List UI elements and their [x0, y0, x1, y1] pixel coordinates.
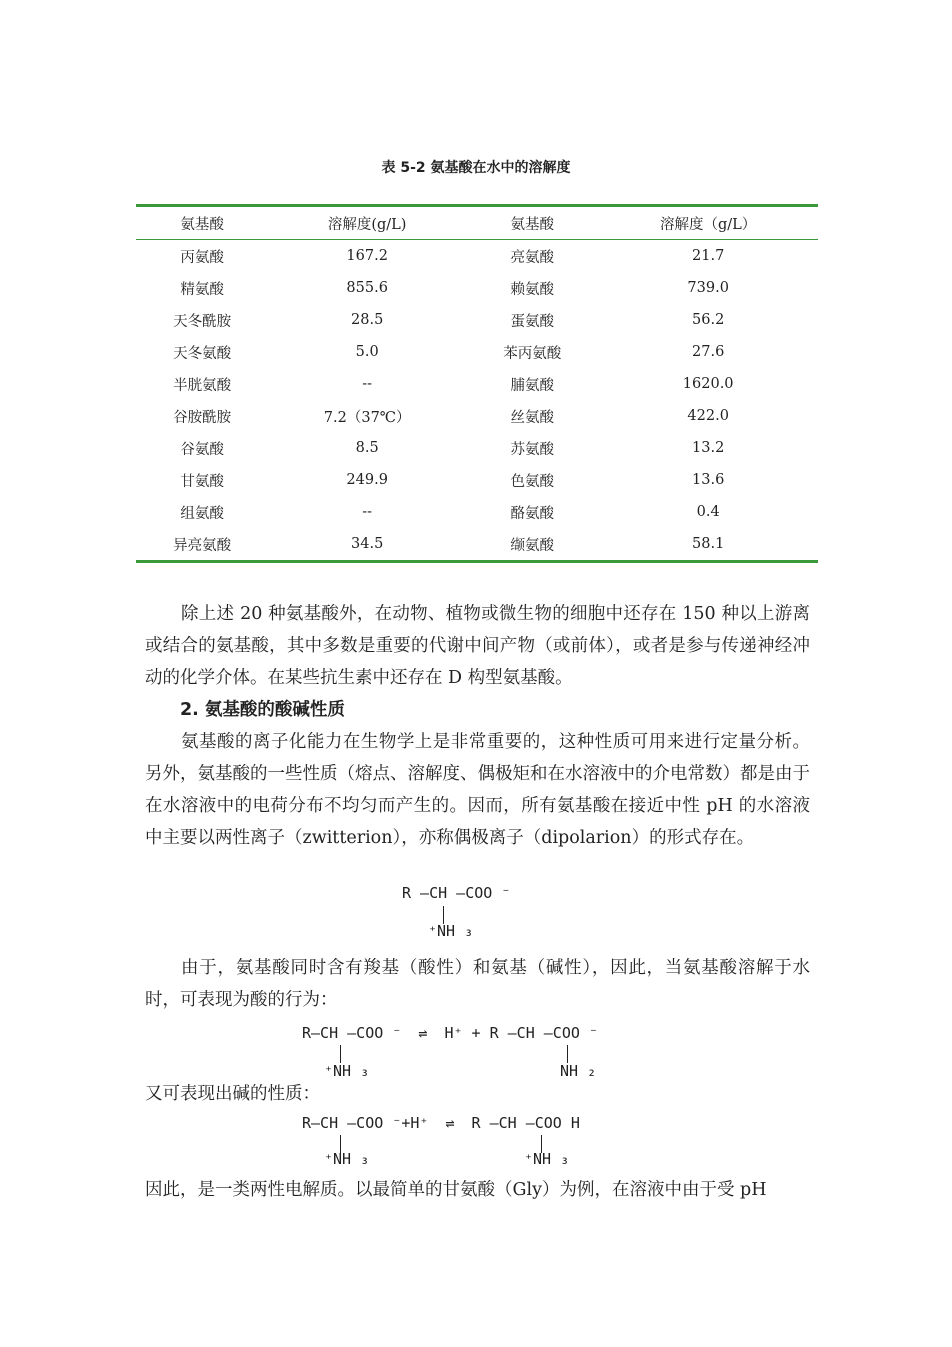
paragraph-base-behavior: 又可表现出碱的性质： [145, 1084, 320, 1104]
cell-solubility: 8.5 [355, 440, 379, 456]
cell-solubility: 34.5 [351, 536, 384, 552]
cell-solubility: 167.2 [346, 248, 388, 264]
table-header-row [136, 206, 818, 240]
header-amino-acid-1: 氨基酸 [136, 206, 268, 240]
cell-amino-acid: 色氨酸 [510, 473, 554, 490]
acid-reactant-amino: ⁺NH ₃ [324, 1062, 370, 1080]
cell-solubility: 27.6 [692, 344, 725, 360]
header-amino-acid-2: 氨基酸 [466, 206, 598, 240]
base-product-amino: ⁺NH ₃ [524, 1150, 570, 1168]
cell-amino-acid: 丙氨酸 [180, 249, 224, 266]
base-reactant-amino: ⁺NH ₃ [324, 1150, 370, 1168]
table-row [136, 432, 818, 464]
paragraph-amphoteric: 因此，是一类两性电解质。以最简单的甘氨酸（Gly）为例，在溶液中由于受 pH [145, 1180, 767, 1200]
paragraph-ionization: 氨基酸的离子化能力在生物学上是非常重要的，这种性质可用来进行定量分析。另外，氨基酸的一些性质（熔点、溶解度、偶极矩和在水溶液中的介电常数）都是由于在水溶液中的电荷分布不均匀而产生的。因而，所有氨基酸在接近中性 pH 的水溶液中主要以两性离子（zwitterion），亦称偶极离子（dipolarion）的形式存在。 [145, 732, 810, 848]
zwitterion-formula [402, 884, 510, 902]
cell-amino-acid: 亮氨酸 [510, 249, 554, 266]
cell-solubility: 58.1 [692, 536, 725, 552]
equilibrium-arrow-icon: ⇌ [445, 1114, 455, 1132]
cell-amino-acid: 天冬氨酸 [173, 345, 232, 362]
table-caption: 表 5-2 氨基酸在水中的溶解度 [381, 160, 571, 176]
table-row [136, 528, 818, 562]
cell-solubility: 855.6 [346, 280, 388, 296]
cell-solubility: -- [362, 376, 373, 392]
paragraph-acid-behavior: 由于，氨基酸同时含有羧基（酸性）和氨基（碱性），因此，当氨基酸溶解于水时，可表现为酸的行为： [145, 958, 810, 1010]
cell-solubility: 739.0 [687, 280, 729, 296]
cell-solubility: -- [362, 504, 373, 520]
header-solubility-2: 溶解度（g/L） [598, 206, 818, 240]
cell-solubility: 13.6 [692, 472, 725, 488]
table-row [136, 368, 818, 400]
table-row [136, 496, 818, 528]
table-row [136, 240, 818, 273]
cell-amino-acid: 天冬酰胺 [173, 313, 232, 330]
cell-amino-acid: 脯氨酸 [510, 377, 554, 394]
section-heading-acid-base: 2. 氨基酸的酸碱性质 [180, 700, 345, 720]
table-row [136, 400, 818, 432]
cell-amino-acid: 谷胺酰胺 [173, 409, 232, 426]
cell-amino-acid: 甘氨酸 [180, 473, 224, 490]
cell-solubility: 249.9 [346, 472, 388, 488]
base-product: R —CH —COO H [471, 1114, 580, 1132]
cell-solubility: 56.2 [692, 312, 725, 328]
cell-solubility: 0.4 [696, 504, 720, 520]
bond-line [340, 1045, 341, 1063]
cell-amino-acid: 赖氨酸 [510, 281, 554, 298]
cell-amino-acid: 异亮氨酸 [173, 537, 232, 554]
cell-amino-acid: 酪氨酸 [510, 505, 554, 522]
cell-amino-acid: 苏氨酸 [510, 441, 554, 458]
cell-solubility: 5.0 [355, 344, 379, 360]
header-solubility-1: 溶解度(g/L) [268, 206, 466, 240]
cell-solubility: 1620.0 [682, 376, 734, 392]
cell-amino-acid: 谷氨酸 [180, 441, 224, 458]
equilibrium-arrow-icon: ⇌ [418, 1024, 428, 1042]
base-reactant: R—CH —COO ⁻+H⁺ [302, 1114, 429, 1132]
paragraph-other-amino-acids: 除上述 20 种氨基酸外，在动物、植物或微生物的细胞中还存在 150 种以上游离或结合的氨基酸，其中多数是重要的代谢中间产物（或前体），或者是参与传递神经冲动的化学介体。在某些抗生素中还存在 D 构型氨基酸。 [145, 604, 810, 688]
bond-line [567, 1045, 568, 1063]
cell-amino-acid: 丝氨酸 [510, 409, 554, 426]
acid-reactant: R—CH —COO ⁻ [302, 1024, 402, 1042]
cell-solubility: 7.2（37℃） [323, 409, 411, 426]
cell-amino-acid: 精氨酸 [180, 281, 224, 298]
cell-amino-acid: 苯丙氨酸 [503, 345, 562, 362]
cell-amino-acid: 半胱氨酸 [173, 377, 232, 394]
acid-equation [302, 1024, 598, 1042]
cell-solubility: 28.5 [351, 312, 384, 328]
cell-solubility: 21.7 [692, 248, 725, 264]
cell-amino-acid: 组氨酸 [180, 505, 224, 522]
table-row [136, 304, 818, 336]
base-equation [302, 1114, 580, 1132]
cell-solubility: 422.0 [687, 408, 729, 424]
cell-solubility: 13.2 [692, 440, 725, 456]
acid-product-amino: NH ₂ [560, 1062, 597, 1080]
table-row [136, 464, 818, 496]
solubility-table [136, 204, 818, 563]
acid-product: R —CH —COO ⁻ [489, 1024, 598, 1042]
cell-amino-acid: 蛋氨酸 [510, 313, 554, 330]
table-row [136, 272, 818, 304]
acid-proton: H⁺ + [444, 1024, 490, 1042]
zwitterion-main: R —CH —COO ⁻ [402, 884, 511, 902]
cell-amino-acid: 缬氨酸 [510, 537, 554, 554]
table-row [136, 336, 818, 368]
zwitterion-amino-group: ⁺NH ₃ [428, 922, 474, 940]
